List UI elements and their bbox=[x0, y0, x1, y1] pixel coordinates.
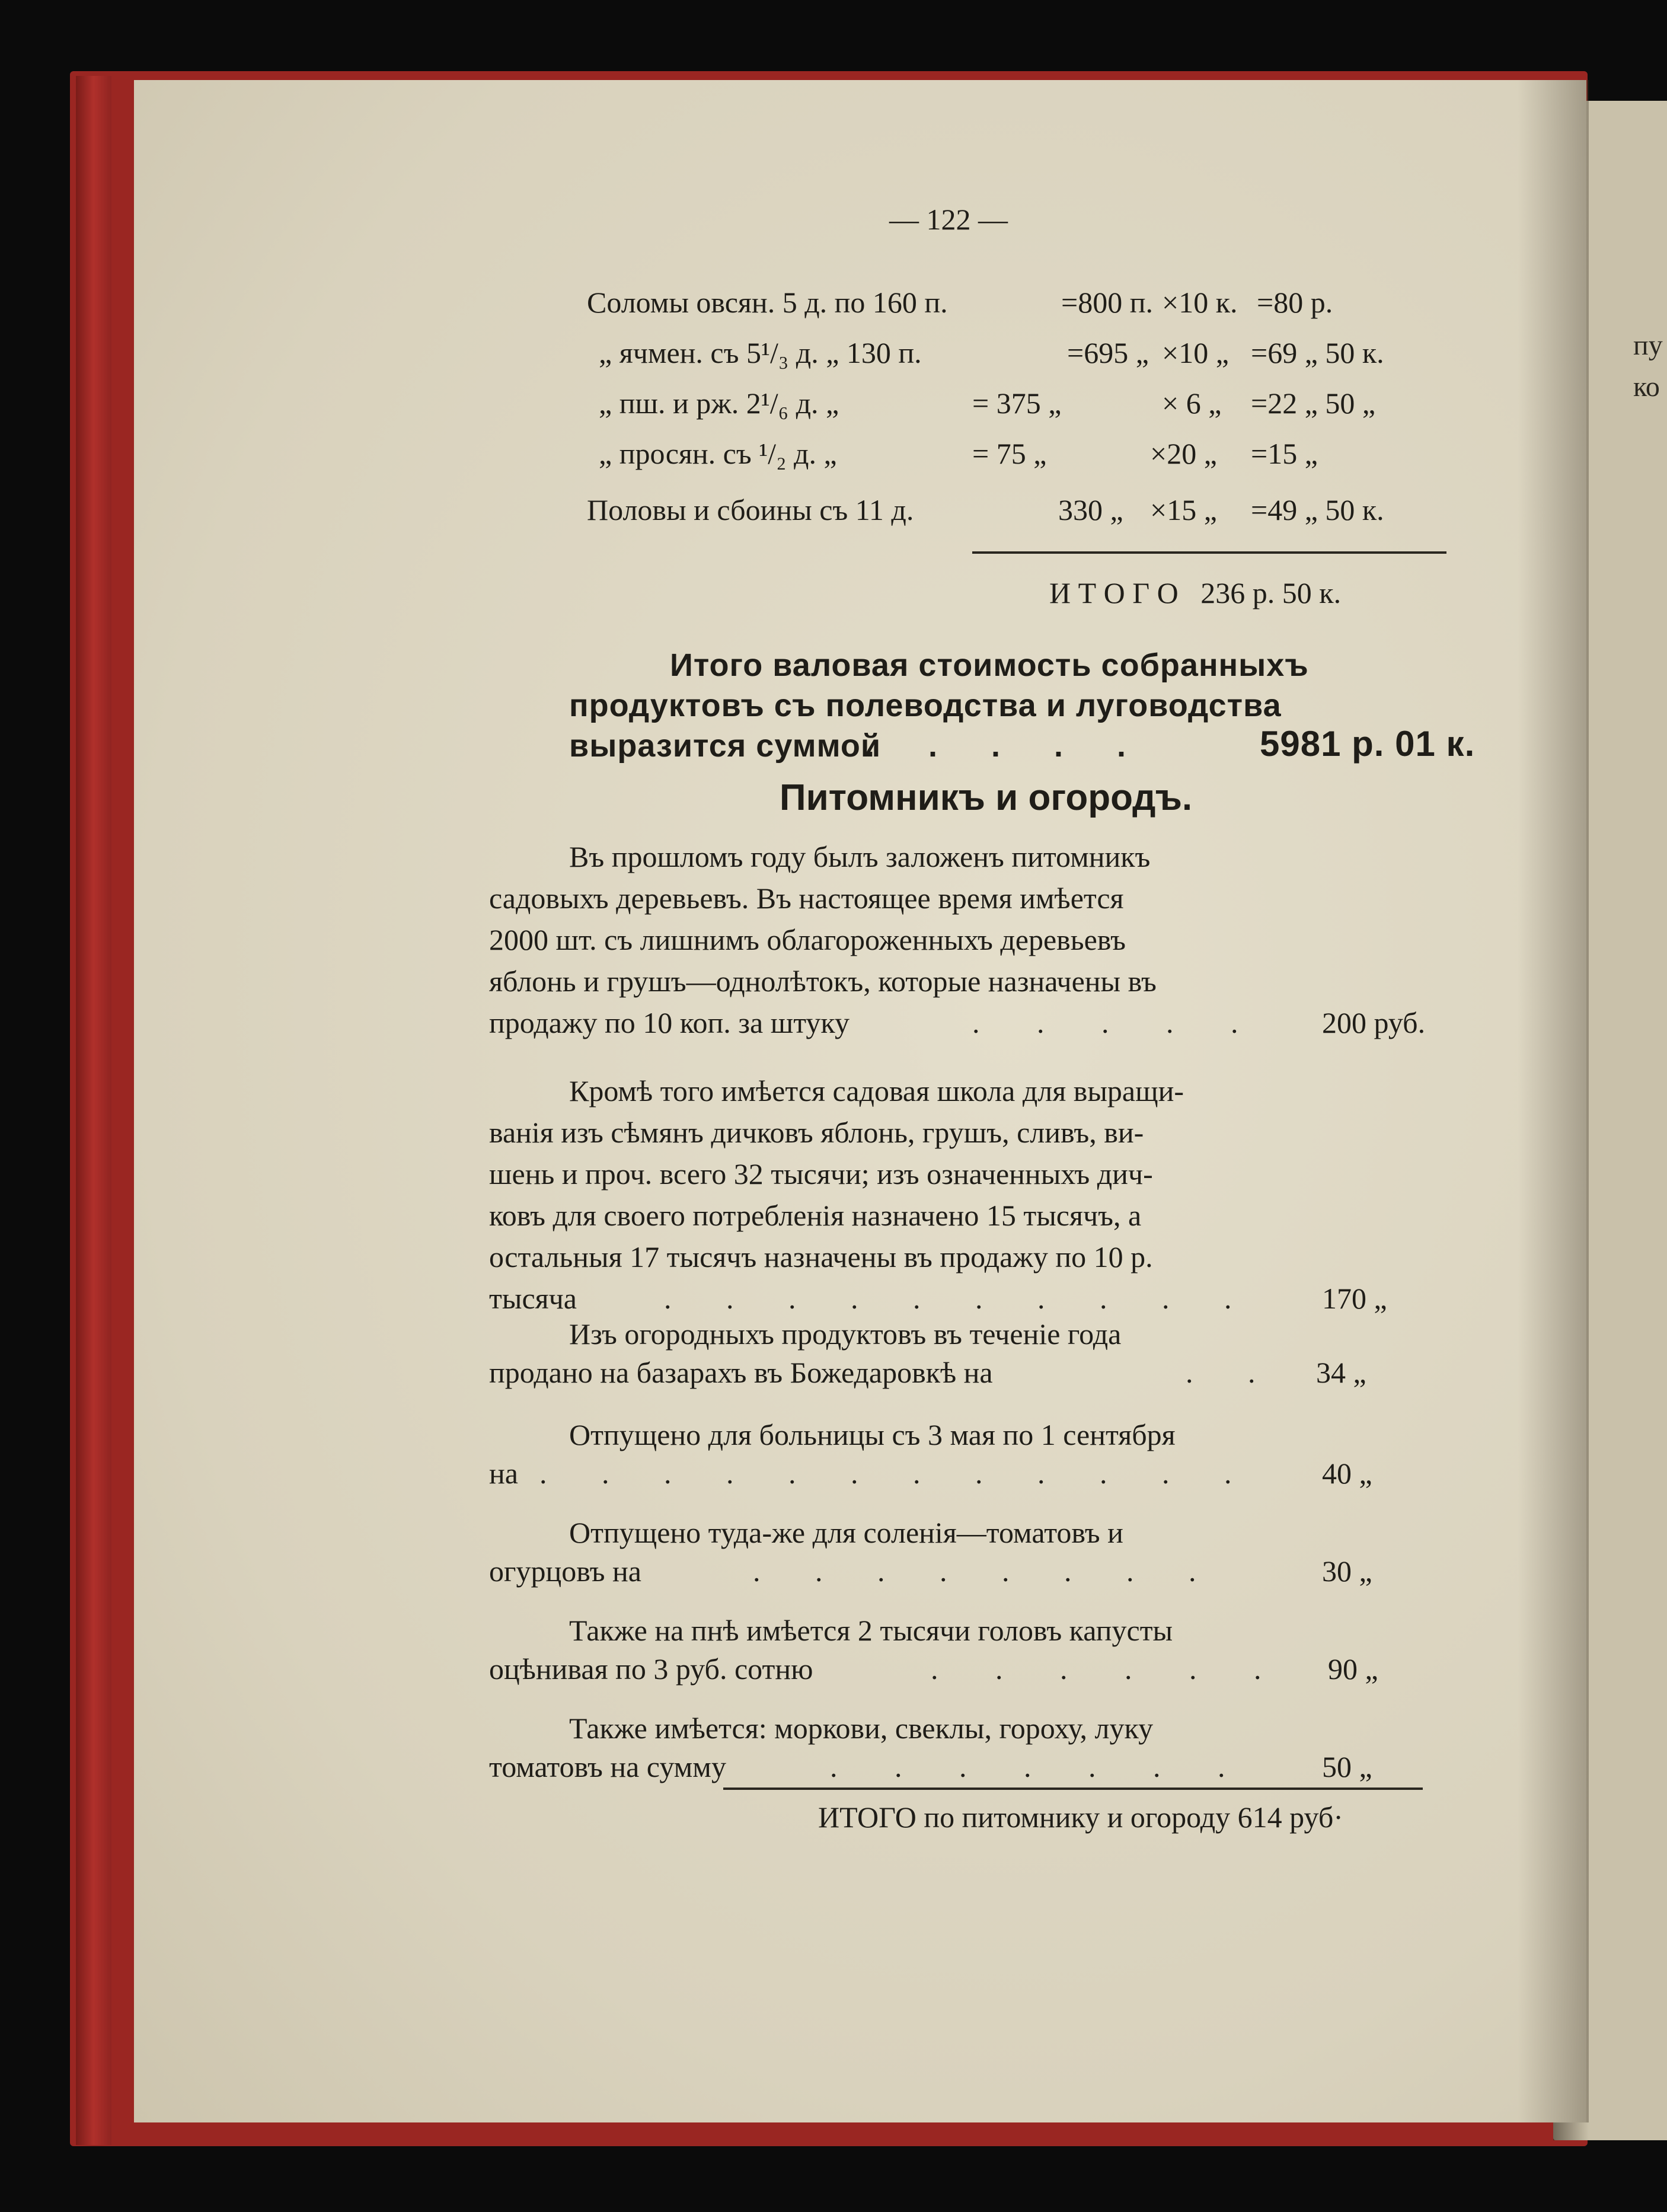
paragraph-line: Отпущено для больницы съ 3 мая по 1 сентября bbox=[569, 1418, 1176, 1451]
straw-row-sum: =80 р. bbox=[1257, 286, 1333, 319]
paragraph-dots: . . . . . . . . . . bbox=[664, 1282, 1256, 1315]
facing-page-text-1: пу bbox=[1633, 330, 1663, 361]
straw-row-weight: 330 „ bbox=[1058, 493, 1123, 526]
paragraph-line: на bbox=[489, 1457, 518, 1490]
facing-page-text-2: ко bbox=[1633, 371, 1660, 403]
straw-row-label: Соломы овсян. 5 д. по 160 п. bbox=[587, 286, 948, 319]
paragraph-amount: 50 „ bbox=[1322, 1750, 1372, 1783]
paragraph-amount: 90 „ bbox=[1328, 1652, 1378, 1686]
paragraph-line: ванія изъ сѣмянъ дичковъ яблонь, грушъ, сливъ, ви- bbox=[489, 1116, 1144, 1149]
straw-total: И Т О Г О 236 р. 50 к. bbox=[1049, 576, 1342, 609]
straw-row-price: ×10 к. bbox=[1162, 286, 1238, 319]
paragraph-line: яблонь и грушъ—однолѣтокъ, которые назначены въ bbox=[489, 965, 1157, 998]
page-number: — 122 — bbox=[889, 203, 1008, 236]
paragraph-line: ковъ для своего потребленія назначено 15 тысячъ, а bbox=[489, 1199, 1142, 1232]
straw-row-weight: = 375 „ bbox=[972, 387, 1062, 420]
straw-row-price: × 6 „ bbox=[1162, 387, 1222, 420]
paragraph-line: огурцовъ на bbox=[489, 1555, 641, 1588]
paragraph-amount: 34 „ bbox=[1316, 1356, 1366, 1389]
straw-row-price: ×20 „ bbox=[1150, 437, 1217, 470]
final-total-rule bbox=[723, 1788, 1423, 1790]
paragraph-line: тысяча bbox=[489, 1282, 577, 1315]
straw-total-rule bbox=[972, 551, 1446, 554]
straw-row-label: „ просян. съ ¹/₂ д. „ bbox=[599, 437, 837, 470]
cover-edge bbox=[76, 76, 111, 2145]
paragraph-line: Кромѣ того имѣется садовая школа для выращи- bbox=[569, 1074, 1184, 1107]
paragraph-line: продажу по 10 коп. за штуку bbox=[489, 1006, 850, 1039]
page-spine-shadow bbox=[1518, 80, 1589, 2122]
paragraph-line: Въ прошломъ году былъ заложенъ питомникъ bbox=[569, 840, 1151, 873]
straw-row-sum: =22 „ 50 „ bbox=[1251, 387, 1376, 420]
paragraph-line: шень и проч. всего 32 тысячи; изъ означенныхъ дич- bbox=[489, 1157, 1153, 1190]
paragraph-line: продано на базарахъ въ Божедаровкѣ на bbox=[489, 1356, 993, 1389]
paragraph-line: Отпущено туда-же для соленія—томатовъ и bbox=[569, 1516, 1123, 1549]
paragraph-dots: . . bbox=[1186, 1356, 1279, 1389]
paragraph-amount: 170 „ bbox=[1322, 1282, 1387, 1315]
paragraph-line: остальныя 17 тысячъ назначены въ продажу по 10 р. bbox=[489, 1240, 1153, 1273]
paragraph-line: 2000 шт. съ лишнимъ облагороженныхъ деревьевъ bbox=[489, 923, 1126, 956]
gross-dots: . . . . . bbox=[866, 728, 1149, 764]
straw-row-weight: =695 „ bbox=[1067, 336, 1149, 369]
straw-row-weight: = 75 „ bbox=[972, 437, 1047, 470]
paragraph-line: томатовъ на сумму bbox=[489, 1750, 726, 1783]
gross-line-1: Итого валовая стоимость собранныхъ bbox=[670, 647, 1309, 683]
paragraph-line: оцѣнивая по 3 руб. сотню bbox=[489, 1652, 813, 1686]
straw-row-weight: =800 п. bbox=[1061, 286, 1153, 319]
paragraph-amount: 200 руб. bbox=[1322, 1006, 1426, 1039]
straw-row-sum: =69 „ 50 к. bbox=[1251, 336, 1384, 369]
gross-line-2: продуктовъ съ полеводства и луговодства bbox=[569, 688, 1282, 723]
straw-row-price: ×15 „ bbox=[1150, 493, 1217, 526]
gross-line-3: выразится суммой bbox=[569, 728, 882, 764]
paragraph-amount: 30 „ bbox=[1322, 1555, 1372, 1588]
straw-row-sum: =49 „ 50 к. bbox=[1251, 493, 1384, 526]
gross-amount: 5981 р. 01 к. bbox=[1260, 724, 1476, 764]
straw-row-label: Половы и сбоины съ 11 д. bbox=[587, 493, 914, 526]
straw-row-label: „ ячмен. съ 5¹/₃ д. „ 130 п. bbox=[599, 336, 922, 369]
paragraph-line: Изъ огородныхъ продуктовъ въ теченіе года bbox=[569, 1317, 1122, 1351]
paragraph-amount: 40 „ bbox=[1322, 1457, 1372, 1490]
straw-row-price: ×10 „ bbox=[1162, 336, 1229, 369]
section-heading: Питомникъ и огородъ. bbox=[780, 777, 1193, 818]
paragraph-dots: . . . . . . bbox=[931, 1652, 1286, 1686]
straw-row-label: „ пш. и рж. 2¹/₆ д. „ bbox=[599, 387, 839, 420]
paragraph-line: Также имѣется: моркови, свеклы, гороху, луку bbox=[569, 1712, 1154, 1745]
paragraph-line: садовыхъ деревьевъ. Въ настоящее время имѣется bbox=[489, 882, 1124, 915]
paragraph-dots: . . . . . . . . . . . . bbox=[539, 1457, 1256, 1490]
paragraph-dots: . . . . . . . bbox=[830, 1750, 1250, 1783]
paragraph-line: Также на пнѣ имѣется 2 тысячи головъ капусты bbox=[569, 1614, 1173, 1647]
paragraph-dots: . . . . . . . . bbox=[753, 1555, 1220, 1588]
straw-row-sum: =15 „ bbox=[1251, 437, 1318, 470]
paragraph-dots: . . . . . bbox=[972, 1006, 1263, 1039]
final-total: ИТОГО по питомнику и огороду 614 руб· bbox=[818, 1801, 1343, 1834]
